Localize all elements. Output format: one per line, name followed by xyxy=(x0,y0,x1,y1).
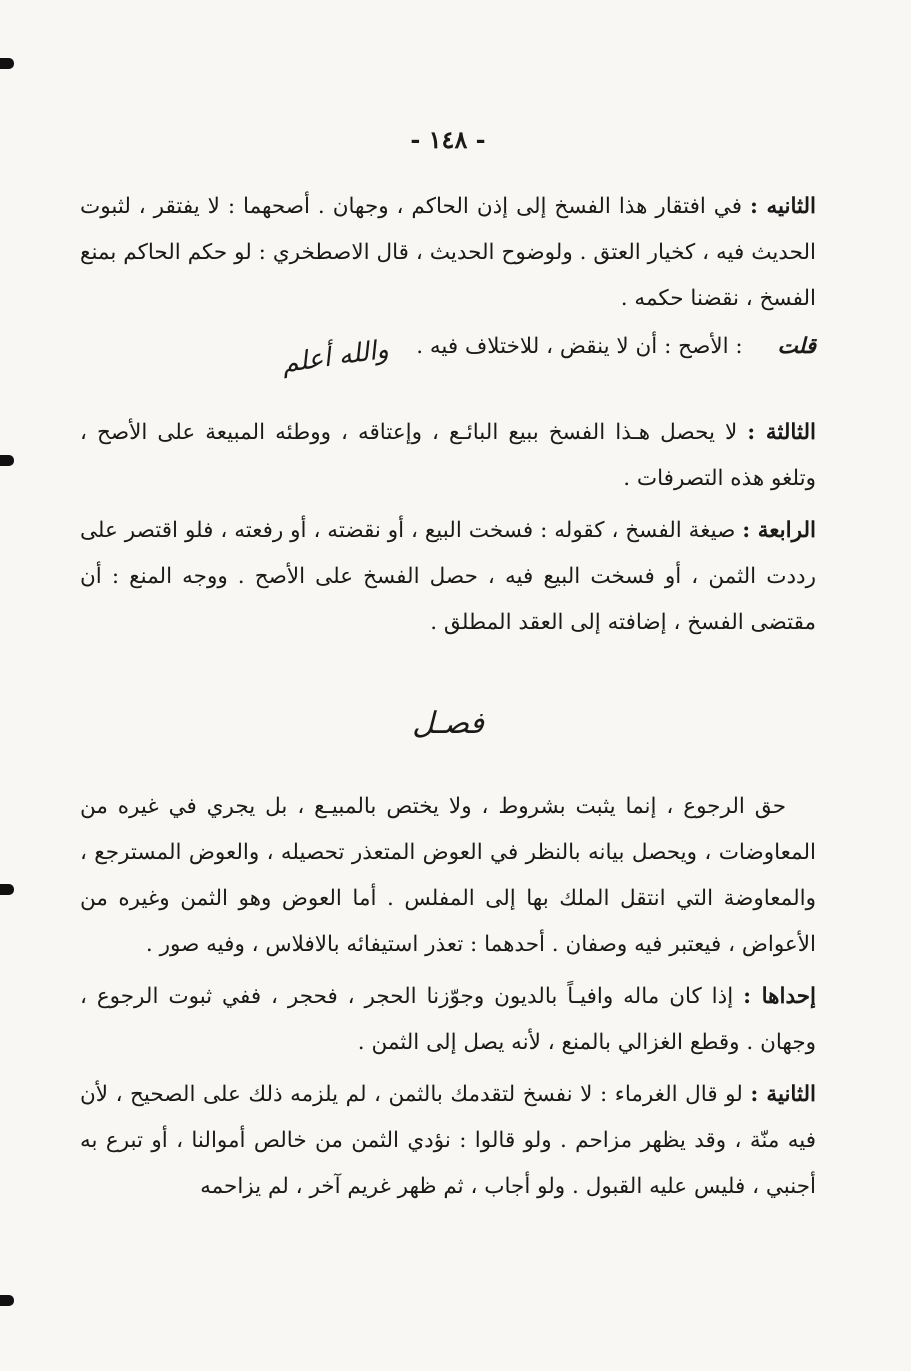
paragraph-text: حق الرجوع ، إنما يثبت بشروط ، ولا يختص بالمبيـع ، بل يجري في غيره من المعاوضات ، ويحصل بيانه بالنظر في العوض المتعذر تحصيله ، والعوض المسترجع ، والمعاوضة التي انتقل الملك بها إلى المفلس . أما العوض وهو الثمن وغيره من الأعواض ، فيعتبر فيه وصفان . أحدهما : تعذر استيفائه بالافلاس ، وفيه صور . xyxy=(80,794,816,957)
scan-edge-mark xyxy=(0,884,14,895)
paragraph-text: صيغة الفسخ ، كقوله : فسخت البيع ، أو نقضته ، أو رفعته ، فلو اقتصر على رددت الثمن ، أو فسخت البيع فيه ، حصل الفسخ على الأصح . ووجه المنع : أن مقتضى الفسخ ، إضافته إلى العقد المطلق . xyxy=(80,518,816,635)
paragraph-lead: الثانية : xyxy=(750,1082,816,1107)
scan-edge-mark xyxy=(0,58,14,69)
paragraph-lead: الرابعة : xyxy=(742,518,816,543)
paragraph-text: في افتقار هذا الفسخ إلى إذن الحاكم ، وجهان . أصحهما : لا يفتقر ، لثبوت الحديث فيه ، كخيار العتق . ولوضوح الحديث ، قال الاصطخري : لو حكم الحاكم بمنع الفسخ ، نقضنا حكمه . xyxy=(80,194,816,311)
qult-text: : الأصح : أن لا ينقض ، للاختلاف فيه . xyxy=(416,334,743,359)
paragraph-intro xyxy=(80,784,816,968)
closing-phrase: والله أعلم xyxy=(280,334,391,380)
paragraph-second xyxy=(80,184,816,322)
page-number: - ١٤٨ - xyxy=(410,125,486,154)
paragraph-text: لا يحصل هـذا الفسخ ببيع البائـع ، وإعتاقه ، ووطئه المبيعة على الأصح ، وتلغو هذه التصرفات . xyxy=(80,420,816,491)
qult-lead: قلت xyxy=(777,334,816,359)
paragraph-text: إذا كان ماله وافيـاً بالديون وجوّزنا الحجر ، فحجر ، ففي ثبوت الرجوع ، وجهان . وقطع الغزالي بالمنع ، لأنه يصل إلى الثمن . xyxy=(80,984,816,1055)
paragraph-fourth xyxy=(80,508,816,646)
paragraph-lead: إحداها : xyxy=(743,984,816,1009)
scan-edge-mark xyxy=(0,455,14,466)
paragraph-text: لو قال الغرماء : لا نفسخ لتقدمك بالثمن ، لم يلزمه ذلك على الصحيح ، لأن فيه منّة ، وقد يظهر مزاحم . ولو قالوا : نؤدي الثمن من خالص أموالنا ، أو تبرع به أجنبي ، فليس عليه القبول . ولو أجاب ، ثم ظهر غريم آخر ، لم يزاحمه xyxy=(80,1082,816,1199)
scan-edge-mark xyxy=(0,1295,14,1306)
paragraph-lead: الثانيه : xyxy=(749,194,817,219)
document-page xyxy=(80,125,816,1351)
section-heading: فصـل xyxy=(412,706,484,741)
paragraph-first-case xyxy=(80,974,816,1066)
paragraph-third xyxy=(80,410,816,502)
paragraph-lead: الثالثة : xyxy=(747,420,816,445)
qult-note xyxy=(80,322,816,380)
paragraph-second-case xyxy=(80,1072,816,1210)
